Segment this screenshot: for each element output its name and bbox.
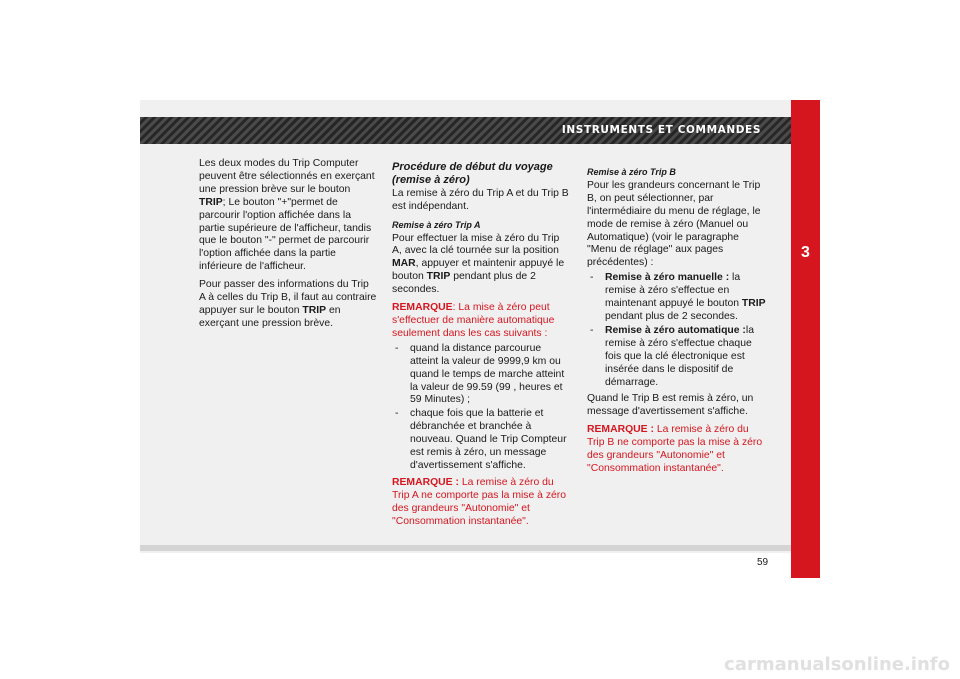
paragraph-trip-modes (199, 158, 377, 274)
watermark: carmanualsonline.info (724, 654, 950, 675)
text-run: Pour effectuer la mise à zéro du Trip A, avec la clé tournée sur la position (392, 232, 560, 257)
paragraph-independent-reset: La remise à zéro du Trip A et du Trip B est indépendant. (392, 187, 569, 212)
note-trip-a (392, 477, 570, 529)
paragraph-trip-a-reset (392, 233, 570, 298)
paragraph-trip-b-message: Quand le Trip B est remis à zéro, un message d'avertissement s'affiche. (587, 393, 754, 418)
section-header-band (140, 117, 791, 144)
list-item (587, 272, 767, 324)
chapter-number: 3 (801, 244, 810, 261)
subheading-trip-b: Remise à zéro Trip B (587, 167, 676, 177)
note-label: REMARQUE : (392, 476, 459, 488)
dash-bullet: - (590, 324, 594, 336)
paragraph-trip-switch (199, 279, 377, 331)
text-column-2 (392, 161, 570, 533)
footer-rule (140, 545, 791, 551)
list-item (392, 343, 570, 408)
text-column-1 (199, 158, 377, 336)
dash-bullet: - (395, 342, 399, 354)
note-label: REMARQUE : (587, 424, 654, 436)
text-run: pendant plus de 2 secondes. (392, 271, 536, 296)
note-text: La remise à zéro du Trip A ne comporte pas la mise à zéro des grandeurs "Autonomie" et "Consommation instantanée". (392, 476, 567, 527)
chapter-tab (791, 100, 820, 578)
list-item-text: pendant plus de 2 secondes. (605, 310, 738, 322)
text-column-3 (587, 165, 767, 481)
trip-button-ref: TRIP (302, 304, 327, 316)
auto-reset-list (392, 343, 570, 473)
list-item-text: la remise à zéro s'effectue en maintenant appuyé le bouton (605, 272, 742, 310)
text-run: , appuyer et maintenir appuyé le bouton (392, 258, 565, 283)
list-item-text: quand la distance parcourue atteint la valeur de 9999,9 km ou quand le temps de marche atteint la valeur de 99.59 (99 , heures et 59 Minutes) ; (410, 342, 565, 406)
text-run: Les deux modes du Trip Computer peuvent être sélectionnés en exerçant une pression brève sur le bouton (199, 158, 375, 195)
trip-button-ref: TRIP (741, 298, 766, 310)
note-label: REMARQUE (392, 302, 453, 314)
text-run: ; Le bouton "+"permet de parcourir l'option affichée dans la partie supérieure de l'afficheur, tandis que le bouton "-" permet de parcourir l'option affichée dans la partie inférieure de l'afficheur. (199, 196, 372, 273)
dash-bullet: - (395, 408, 399, 420)
list-item (392, 408, 570, 473)
trip-button-ref: TRIP (426, 271, 451, 283)
dash-bullet: - (590, 272, 594, 284)
subheading-trip-a: Remise à zéro Trip A (392, 219, 481, 230)
note-trip-b (587, 424, 767, 476)
text-run: Pour passer des informations du Trip A à celles du Trip B, il faut au contraire appuyer sur le bouton (199, 279, 377, 316)
mar-position-ref: MAR (392, 258, 416, 270)
note-text: La remise à zéro du Trip B ne comporte pas la mise à zéro des grandeurs "Autonomie" et "Consommation instantanée". (587, 424, 763, 474)
note-auto-reset (392, 302, 570, 341)
list-item-title: Remise à zéro automatique : (605, 324, 746, 336)
list-item-text: la remise à zéro s'effectue chaque fois que la clé électronique est insérée dans le dispositif de démarrage. (605, 324, 754, 388)
list-item (587, 325, 767, 390)
text-run: en exerçant une pression brève. (199, 304, 341, 329)
paragraph-trip-b-settings: Pour les grandeurs concernant le Trip B, on peut sélectionner, par l'intermédiaire du menu de réglage, le mode de remise à zéro (Manuel ou Automatique) (voir le paragraphe "Menu de réglage" aux pages précédentes) : (587, 179, 761, 269)
list-item-title: Remise à zéro manuelle : (605, 272, 730, 284)
note-text: : La mise à zéro peut s'effectuer de manière automatique seulement dans les cas suivants : (392, 302, 555, 339)
page-number: 59 (757, 557, 769, 568)
reset-mode-list (587, 272, 767, 389)
list-item-text: chaque fois que la batterie et débranchée et branchée à nouveau. Quand le Trip Compteur est remis à zéro, un message d'avertissement s'affiche. (410, 408, 567, 471)
trip-button-ref: TRIP (199, 196, 223, 208)
procedure-heading: Procédure de début du voyage (remise à zéro) (392, 161, 553, 186)
section-title: INSTRUMENTS ET COMMANDES (561, 124, 761, 136)
